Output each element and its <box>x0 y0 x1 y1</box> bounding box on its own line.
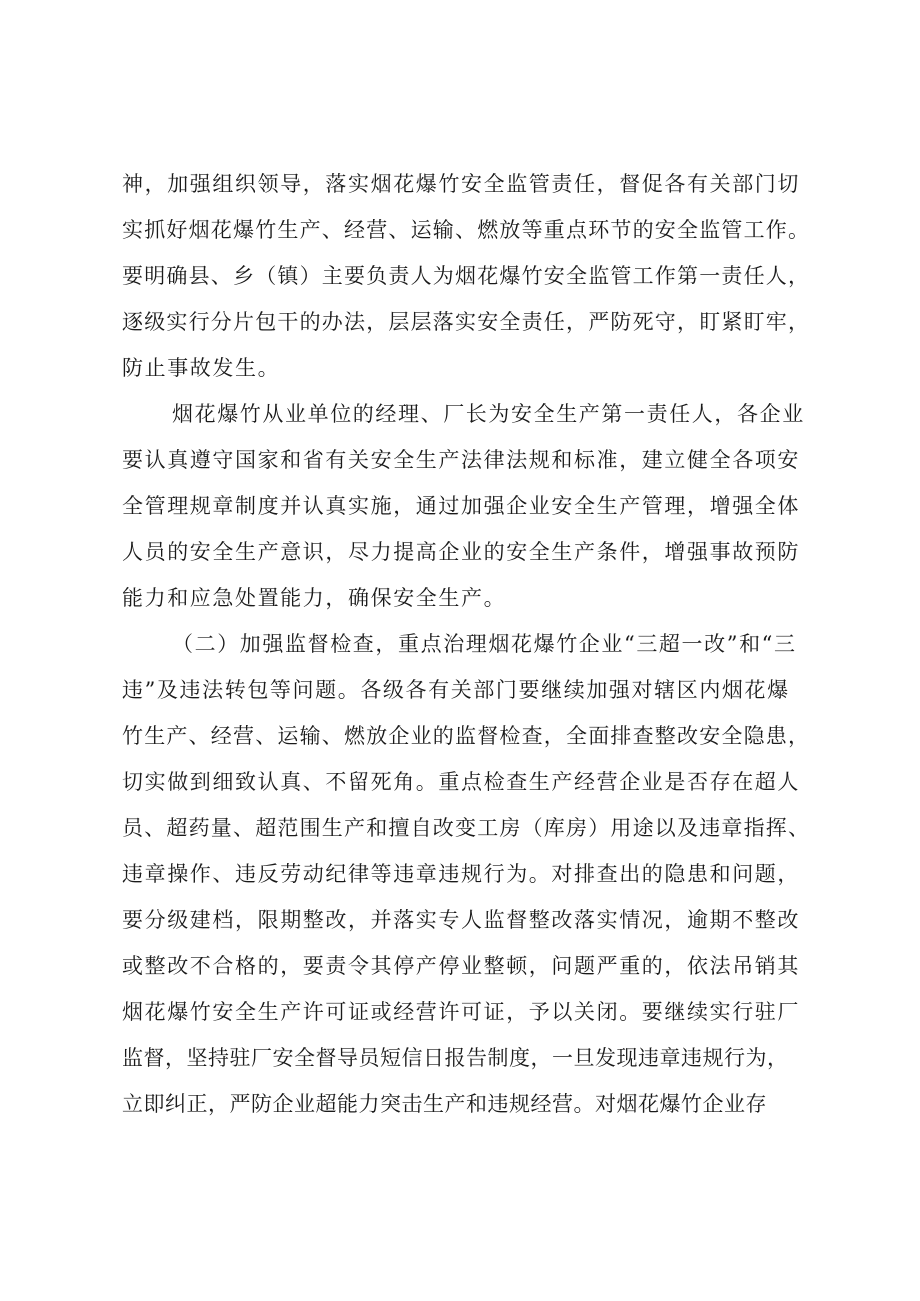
text-line: 要分级建档，限期整改，并落实专人监督整改落实情况，逾期不整改 <box>122 908 800 932</box>
text-line: 立即纠正，严防企业超能力突击生产和违规经营。对烟花爆竹企业存 <box>122 1092 767 1116</box>
text-line: 人员的安全生产意识，尽力提高企业的安全生产条件，增强事故预防 <box>122 540 800 564</box>
text-line: 违”及违法转包等问题。各级各有关部门要继续加强对辖区内烟花爆 <box>122 678 790 702</box>
text-line: （二）加强监督检查，重点治理烟花爆竹企业“三超一改”和“三 <box>172 632 797 656</box>
text-line: 神，加强组织领导，落实烟花爆竹安全监管责任，督促各有关部门切 <box>122 172 800 196</box>
text-line: 烟花爆竹从业单位的经理、厂长为安全生产第一责任人，各企业 <box>172 402 805 426</box>
text-line: 竹生产、经营、运输、燃放企业的监督检查，全面排查整改安全隐患， <box>122 724 811 748</box>
text-line: 要明确县、乡（镇）主要负责人为烟花爆竹安全监管工作第一责任人， <box>122 264 811 288</box>
text-line: 监督，坚持驻厂安全督导员短信日报告制度，一旦发现违章违规行为， <box>122 1046 789 1070</box>
text-line: 或整改不合格的，要责令其停产停业整顿，问题严重的，依法吊销其 <box>122 954 800 978</box>
text-line: 要认真遵守国家和省有关安全生产法律法规和标准，建立健全各项安 <box>122 448 800 472</box>
text-line: 违章操作、违反劳动纪律等违章违规行为。对排查出的隐患和问题， <box>122 862 800 886</box>
text-line: 逐级实行分片包干的办法，层层落实安全责任，严防死守，盯紧盯牢， <box>122 310 811 334</box>
text-line: 员、超药量、超范围生产和擅自改变工房（库房）用途以及违章指挥、 <box>122 816 811 840</box>
text-line: 烟花爆竹安全生产许可证或经营许可证，予以关闭。要继续实行驻厂 <box>122 1000 800 1024</box>
text-line: 全管理规章制度并认真实施，通过加强企业安全生产管理，增强全体 <box>122 494 800 518</box>
text-line: 切实做到细致认真、不留死角。重点检查生产经营企业是否存在超人 <box>122 770 800 794</box>
text-line: 防止事故发生。 <box>122 356 281 380</box>
text-line: 能力和应急处置能力，确保安全生产。 <box>122 586 507 610</box>
text-line: 实抓好烟花爆竹生产、经营、运输、燃放等重点环节的安全监管工作。 <box>122 218 811 242</box>
